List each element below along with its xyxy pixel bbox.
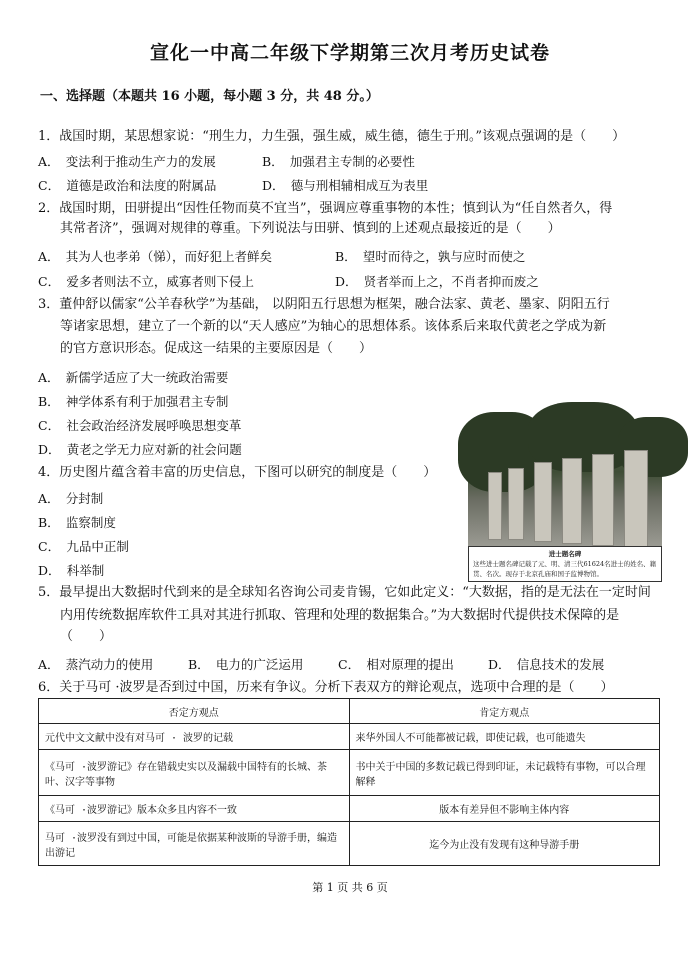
question-4-option-c: C． 九品中正制 [38, 539, 129, 554]
photo-caption-title: 进士题名碑 [548, 550, 582, 558]
debate-table [38, 698, 660, 866]
question-1-option-a: A． 变法利于推动生产力的发展 [38, 154, 216, 169]
table-header-row [39, 699, 660, 724]
table-header-positive: 肯定方观点 [349, 699, 660, 724]
question-5-option-c: C． 相对原理的提出 [338, 657, 454, 672]
stele-photo [468, 432, 662, 546]
table-cell: 《马可 ·波罗游记》存在错载史实以及漏载中国特有的长城、茶叶、汉字等事物 [39, 750, 350, 796]
question-5-stem-line1: 5．最早提出大数据时代到来的是全球知名咨询公司麦肯锡，它如此定义：“大数据，指的是无法在一定时间 [38, 585, 651, 600]
question-2-option-b: B． 望时而待之，孰与应时而使之 [335, 249, 526, 264]
table-cell: 迄今为止没有发现有这种导游手册 [349, 822, 660, 866]
table-row [39, 796, 660, 822]
question-4-option-a: A． 分封制 [38, 491, 104, 506]
photo-caption [468, 546, 662, 582]
table-header-negative: 否定方观点 [39, 699, 350, 724]
question-5-option-b: B． 电力的广泛运用 [188, 657, 304, 672]
page-title: 宣化一中高二年级下学期第三次月考历史试卷 [149, 42, 550, 64]
table-cell: 元代中文文献中没有对马可 · 波罗的记载 [39, 724, 350, 750]
question-2-option-a: A． 其为人也孝弟（悌），而好犯上者鲜矣 [38, 249, 273, 264]
question-5-stem-line3: （ ） [60, 629, 113, 644]
question-3-stem-line1: 3．董仲舒以儒家“公羊春秋学”为基础， 以阴阳五行思想为框架，融合法家、黄老、墨家、阴阳五行 [38, 297, 610, 312]
page-footer: 第 1 页 共 6 页 [312, 881, 388, 894]
section-heading: 一、选择题（本题共 16 小题，每小题 3 分，共 48 分。） [40, 89, 379, 104]
question-2-option-d: D． 贤者举而上之，不肖者抑而废之 [335, 274, 539, 289]
table-cell: 马可 ·波罗没有到过中国，可能是依据某种波斯的导游手册，编造出游记 [39, 822, 350, 866]
question-3-option-a: A． 新儒学适应了大一统政治需要 [38, 370, 229, 385]
question-3-option-c: C． 社会政治经济发展呼唤思想变革 [38, 418, 242, 433]
question-4-option-b: B． 监察制度 [38, 515, 116, 530]
table-row [39, 724, 660, 750]
question-1-stem: 1．战国时期，某思想家说：“刑生力，力生强，强生威，威生德，德生于刑。”该观点强调的是（ ） [38, 129, 626, 144]
table-cell: 来华外国人不可能都被记载，即使记载，也可能遗失 [349, 724, 660, 750]
table-cell: 书中关于中国的多数记载已得到印证，未记载特有事物，可以合理解释 [349, 750, 660, 796]
question-2-stem-line1: 2．战国时期，田骈提出“因性任物而莫不宜当”，强调应尊重事物的本性；慎到认为“任自然者久，得 [38, 201, 613, 216]
question-4-stem: 4．历史图片蕴含着丰富的历史信息，下图可以研究的制度是（ ） [38, 465, 437, 480]
question-3-option-b: B． 神学体系有利于加强君主专制 [38, 394, 229, 409]
question-2-option-c: C． 爱多者则法不立，威寡者则下侵上 [38, 274, 254, 289]
question-3-option-d: D． 黄老之学无力应对新的社会问题 [38, 442, 242, 457]
question-5-option-d: D． 信息技术的发展 [488, 657, 605, 672]
question-4-option-d: D． 科举制 [38, 563, 105, 578]
question-2-stem-line2: 其常者济”，强调对规律的尊重。下列说法与田骈、慎到的上述观点最接近的是（ ） [60, 221, 561, 236]
table-row [39, 822, 660, 866]
question-1-option-b: B． 加强君主专制的必要性 [262, 154, 415, 169]
question-6-stem: 6．关于马可 ·波罗是否到过中国，历来有争议。分析下表双方的辩论观点，选项中合理的是（ ） [38, 680, 614, 695]
photo-caption-text: 这些进士题名碑记载了元、明、清三代61624名进士的姓名、籍贯、名次。现存于北京孔庙和国子监博物馆。 [473, 560, 657, 578]
table-cell: 《马可 ·波罗游记》版本众多且内容不一致 [39, 796, 350, 822]
question-3-stem-line3: 的官方意识形态。促成这一结果的主要原因是（ ） [60, 341, 373, 356]
question-5-stem-line2: 内用传统数据库软件工具对其进行抓取、管理和处理的数据集合。”为大数据时代提供技术保障的是 [60, 608, 620, 623]
question-5-option-a: A． 蒸汽动力的使用 [38, 657, 154, 672]
table-cell: 版本有差异但不影响主体内容 [349, 796, 660, 822]
question-1-option-d: D． 德与刑相辅相成互为表里 [262, 178, 429, 193]
table-row [39, 750, 660, 796]
question-1-option-c: C． 道德是政治和法度的附属品 [38, 178, 217, 193]
question-3-stem-line2: 等诸家思想，建立了一个新的以“天人感应”为轴心的思想体系。该体系后来取代黄老之学成为新 [60, 319, 607, 334]
